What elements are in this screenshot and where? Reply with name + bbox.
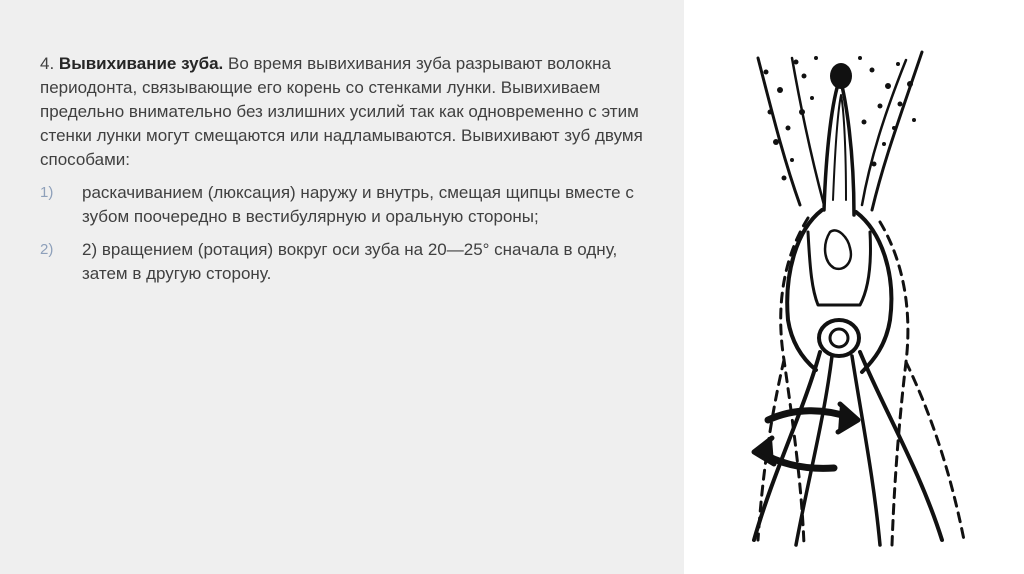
forceps-beak-right [856,212,891,372]
forceps-hinge [819,320,859,356]
list-item-text: раскачиванием (люксация) наружу и внутрь, смещая щипцы вместе с зубом поочередно в вестибулярную и оральную стороны; [82,183,634,226]
intro-number: 4. [40,54,55,73]
tooth-crown [825,230,851,268]
slide-content [40,52,650,295]
forceps-tooth-illustration [684,0,1024,574]
list-marker: 1) [40,184,54,201]
root-apex [830,63,852,89]
list-item [40,238,650,286]
forceps-beak-left [787,210,822,370]
intro-paragraph [40,52,650,172]
method-list [40,181,650,286]
list-marker: 2) [40,241,54,258]
displaced-outline-left [781,218,808,545]
list-item [40,181,650,229]
forceps-drawing [684,0,1024,574]
socket-wall-left [758,58,800,205]
tooth-root [824,78,854,215]
list-item-text: 2) вращением (ротация) вокруг оси зуба на 20—25° сначала в одну, затем в другую сторону. [82,240,618,283]
intro-title: Вывихивание зуба. [58,54,224,73]
displaced-outline-right [880,222,908,545]
intro-text: Во время вывихивания зуба разрывают волокна периодонта, связывающие его корень со стенками лунки. Вывихиваем предельно внимательно без излишних усилий так как одновременно с этим стенки лунки могут смещаются или надламываются. Вывихивают зуб двумя способами: [40,54,643,169]
